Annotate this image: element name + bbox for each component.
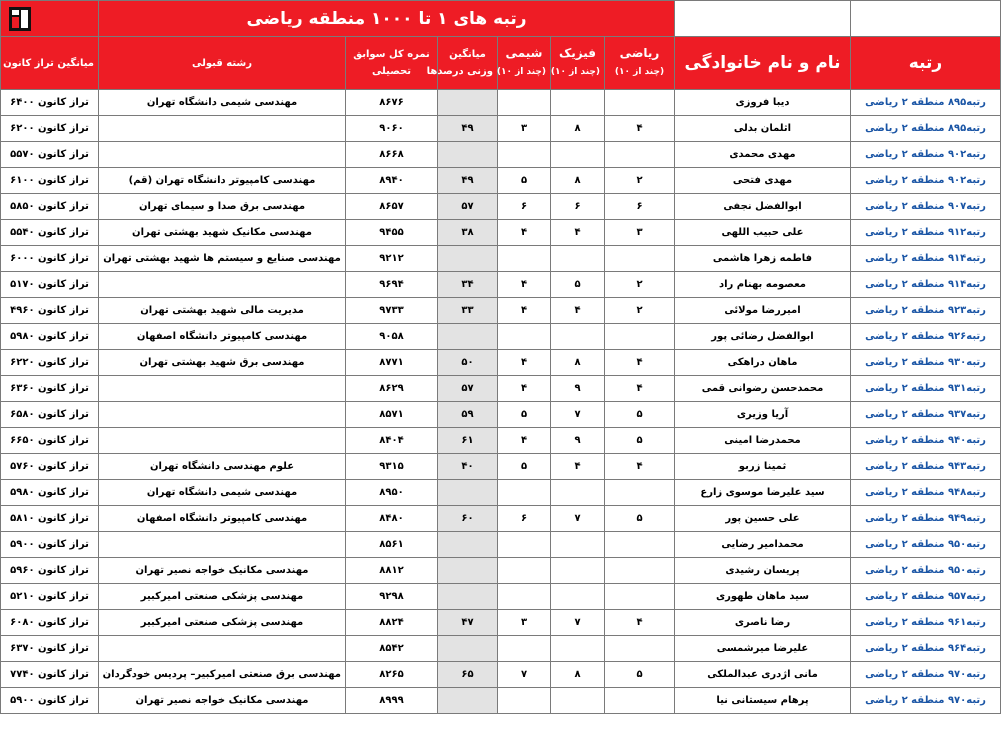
cell-physics — [551, 324, 605, 350]
cell-rank: رتبه۹۱۴ منطقه ۲ ریاضی — [851, 246, 1001, 272]
cell-major — [99, 532, 346, 558]
cell-score: ۹۶۹۴ — [346, 272, 438, 298]
cell-score: ۸۵۴۲ — [346, 636, 438, 662]
cell-avg: ۴۷ — [438, 610, 498, 636]
cell-physics: ۴ — [551, 298, 605, 324]
cell-name: علیرضا میرشمسی — [675, 636, 851, 662]
cell-name: محمدامیر رضایی — [675, 532, 851, 558]
cell-physics — [551, 480, 605, 506]
cell-rank: رتبه۹۷۰ منطقه ۲ ریاضی — [851, 662, 1001, 688]
cell-taraz: تراز کانون ۵۸۱۰ — [1, 506, 99, 532]
cell-score: ۹۲۱۲ — [346, 246, 438, 272]
cell-score: ۸۹۵۰ — [346, 480, 438, 506]
cell-rank: رتبه۹۰۷ منطقه ۲ ریاضی — [851, 194, 1001, 220]
cell-name: محمدحسن رضوانی قمی — [675, 376, 851, 402]
cell-avg: ۶۰ — [438, 506, 498, 532]
cell-major: مهندسی شیمی دانشگاه تهران — [99, 90, 346, 116]
cell-chem — [498, 324, 551, 350]
cell-taraz: تراز کانون ۶۳۷۰ — [1, 636, 99, 662]
cell-taraz: تراز کانون ۶۲۰۰ — [1, 116, 99, 142]
title-row — [1, 1, 1001, 37]
cell-physics — [551, 558, 605, 584]
cell-math: ۵ — [605, 662, 675, 688]
cell-physics — [551, 142, 605, 168]
cell-chem: ۴ — [498, 428, 551, 454]
cell-score: ۸۴۰۴ — [346, 428, 438, 454]
cell-physics: ۸ — [551, 662, 605, 688]
cell-rank: رتبه۸۹۵ منطقه ۲ ریاضی — [851, 116, 1001, 142]
cell-physics: ۸ — [551, 168, 605, 194]
cell-score: ۸۲۶۵ — [346, 662, 438, 688]
cell-math: ۲ — [605, 272, 675, 298]
cell-major: علوم مهندسی دانشگاه تهران — [99, 454, 346, 480]
table-row — [1, 402, 1001, 428]
cell-avg — [438, 584, 498, 610]
cell-rank: رتبه۹۴۳ منطقه ۲ ریاضی — [851, 454, 1001, 480]
cell-rank: رتبه۹۱۴ منطقه ۲ ریاضی — [851, 272, 1001, 298]
cell-math: ۵ — [605, 506, 675, 532]
cell-rank: رتبه۹۷۰ منطقه ۲ ریاضی — [851, 688, 1001, 714]
cell-taraz: تراز کانون ۶۰۰۰ — [1, 246, 99, 272]
title-blank-1 — [675, 1, 851, 37]
cell-taraz: تراز کانون ۵۹۶۰ — [1, 558, 99, 584]
table-row — [1, 168, 1001, 194]
cell-chem: ۴ — [498, 298, 551, 324]
cell-score: ۸۵۷۱ — [346, 402, 438, 428]
cell-taraz: تراز کانون ۵۸۵۰ — [1, 194, 99, 220]
cell-rank: رتبه۹۲۶ منطقه ۲ ریاضی — [851, 324, 1001, 350]
cell-taraz: تراز کانون ۵۹۸۰ — [1, 324, 99, 350]
cell-name: اثلمان بدلی — [675, 116, 851, 142]
table-row — [1, 610, 1001, 636]
cell-rank: رتبه۹۵۰ منطقه ۲ ریاضی — [851, 558, 1001, 584]
cell-avg: ۳۸ — [438, 220, 498, 246]
cell-taraz: تراز کانون ۵۷۶۰ — [1, 454, 99, 480]
table-row — [1, 428, 1001, 454]
cell-chem: ۶ — [498, 194, 551, 220]
col-major: رشته قبولی — [99, 37, 346, 90]
cell-major: مهندسی صنایع و سیستم ها شهید بهشتی تهران — [99, 246, 346, 272]
cell-rank: رتبه۸۹۵ منطقه ۲ ریاضی — [851, 90, 1001, 116]
cell-major: مهندسی برق شهید بهشتی تهران — [99, 350, 346, 376]
cell-name: پریسان رشیدی — [675, 558, 851, 584]
cell-physics: ۷ — [551, 506, 605, 532]
cell-math: ۲ — [605, 298, 675, 324]
cell-chem: ۴ — [498, 350, 551, 376]
cell-chem: ۶ — [498, 506, 551, 532]
cell-name: معصومه بهنام راد — [675, 272, 851, 298]
cell-score: ۸۷۷۱ — [346, 350, 438, 376]
cell-math — [605, 636, 675, 662]
cell-rank: رتبه۹۶۱ منطقه ۲ ریاضی — [851, 610, 1001, 636]
cell-major: مهندسی پزشکی صنعتی امیرکبیر — [99, 610, 346, 636]
cell-avg: ۵۷ — [438, 194, 498, 220]
cell-major — [99, 636, 346, 662]
cell-avg — [438, 558, 498, 584]
cell-taraz: تراز کانون ۷۷۴۰ — [1, 662, 99, 688]
col-chem: شیمی (چند از ۱۰) — [498, 37, 551, 90]
table-row — [1, 220, 1001, 246]
cell-math — [605, 688, 675, 714]
table-row — [1, 584, 1001, 610]
cell-avg — [438, 90, 498, 116]
cell-math: ۴ — [605, 610, 675, 636]
cell-rank: رتبه۹۱۲ منطقه ۲ ریاضی — [851, 220, 1001, 246]
cell-score: ۹۰۵۸ — [346, 324, 438, 350]
cell-physics — [551, 90, 605, 116]
cell-physics: ۸ — [551, 116, 605, 142]
cell-chem: ۵ — [498, 402, 551, 428]
cell-avg: ۵۰ — [438, 350, 498, 376]
cell-score: ۹۳۱۵ — [346, 454, 438, 480]
cell-major — [99, 142, 346, 168]
cell-chem: ۳ — [498, 610, 551, 636]
table-row — [1, 350, 1001, 376]
cell-chem — [498, 532, 551, 558]
cell-taraz: تراز کانون ۵۹۰۰ — [1, 532, 99, 558]
logo-cell — [1, 1, 99, 37]
cell-rank: رتبه۹۰۲ منطقه ۲ ریاضی — [851, 142, 1001, 168]
cell-name: پرهام سیستانی نیا — [675, 688, 851, 714]
cell-major: مهندسی مکانیک خواجه نصیر تهران — [99, 558, 346, 584]
cell-major — [99, 428, 346, 454]
cell-math: ۵ — [605, 402, 675, 428]
cell-physics: ۴ — [551, 220, 605, 246]
cell-chem — [498, 688, 551, 714]
cell-score: ۸۵۶۱ — [346, 532, 438, 558]
cell-taraz: تراز کانون ۵۵۴۰ — [1, 220, 99, 246]
cell-taraz: تراز کانون ۶۱۰۰ — [1, 168, 99, 194]
cell-score: ۸۹۴۰ — [346, 168, 438, 194]
cell-score: ۹۲۹۸ — [346, 584, 438, 610]
cell-chem — [498, 558, 551, 584]
cell-score: ۸۶۲۹ — [346, 376, 438, 402]
cell-avg: ۵۷ — [438, 376, 498, 402]
cell-rank: رتبه۹۵۰ منطقه ۲ ریاضی — [851, 532, 1001, 558]
table-row — [1, 662, 1001, 688]
cell-avg — [438, 480, 498, 506]
cell-name: دیبا فروزی — [675, 90, 851, 116]
cell-taraz: تراز کانون ۶۲۲۰ — [1, 350, 99, 376]
cell-math — [605, 142, 675, 168]
table-row — [1, 454, 1001, 480]
cell-avg — [438, 688, 498, 714]
cell-physics: ۹ — [551, 376, 605, 402]
cell-score: ۸۹۹۹ — [346, 688, 438, 714]
cell-math — [605, 532, 675, 558]
cell-name: سید علیرضا موسوی زارع — [675, 480, 851, 506]
table-row — [1, 116, 1001, 142]
cell-physics: ۹ — [551, 428, 605, 454]
cell-rank: رتبه۹۴۹ منطقه ۲ ریاضی — [851, 506, 1001, 532]
cell-physics: ۷ — [551, 402, 605, 428]
cell-rank: رتبه۹۳۰ منطقه ۲ ریاضی — [851, 350, 1001, 376]
cell-score: ۸۴۸۰ — [346, 506, 438, 532]
cell-name: مهدی محمدی — [675, 142, 851, 168]
cell-taraz: تراز کانون ۴۹۶۰ — [1, 298, 99, 324]
cell-math: ۴ — [605, 116, 675, 142]
cell-avg: ۶۵ — [438, 662, 498, 688]
cell-rank: رتبه۹۳۱ منطقه ۲ ریاضی — [851, 376, 1001, 402]
col-name: نام و نام خانوادگی — [675, 37, 851, 90]
cell-name: محمدرضا امینی — [675, 428, 851, 454]
cell-score: ۹۷۳۳ — [346, 298, 438, 324]
col-rank: رتبه — [851, 37, 1001, 90]
cell-chem — [498, 636, 551, 662]
cell-physics: ۵ — [551, 272, 605, 298]
cell-name: ابوالفضل نجفی — [675, 194, 851, 220]
cell-major: مهندسی شیمی دانشگاه تهران — [99, 480, 346, 506]
cell-name: مهدی فتحی — [675, 168, 851, 194]
cell-math — [605, 324, 675, 350]
cell-major: مهندسی کامپیوتر دانشگاه اصفهان — [99, 324, 346, 350]
cell-chem — [498, 480, 551, 506]
cell-score: ۸۸۱۲ — [346, 558, 438, 584]
header-row — [1, 37, 1001, 90]
cell-chem: ۳ — [498, 116, 551, 142]
cell-math: ۴ — [605, 350, 675, 376]
table-row — [1, 194, 1001, 220]
cell-score: ۸۶۶۸ — [346, 142, 438, 168]
table-row — [1, 142, 1001, 168]
title-blank-2 — [851, 1, 1001, 37]
cell-rank: رتبه۹۵۷ منطقه ۲ ریاضی — [851, 584, 1001, 610]
cell-chem — [498, 584, 551, 610]
table-row — [1, 688, 1001, 714]
cell-major: مهندسی پزشکی صنعتی امیرکبیر — [99, 584, 346, 610]
cell-score: ۹۰۶۰ — [346, 116, 438, 142]
table-row — [1, 324, 1001, 350]
cell-major: مهندسی مکانیک شهید بهشتی تهران — [99, 220, 346, 246]
cell-major — [99, 402, 346, 428]
cell-physics — [551, 688, 605, 714]
cell-chem: ۵ — [498, 168, 551, 194]
col-score: نمره کل سوابق تحصیلی — [346, 37, 438, 90]
table-row — [1, 246, 1001, 272]
cell-taraz: تراز کانون ۶۳۶۰ — [1, 376, 99, 402]
cell-major: مهندسی برق صنعتی امیرکبیر– پردیس خودگردان — [99, 662, 346, 688]
cell-chem: ۴ — [498, 220, 551, 246]
table-row — [1, 376, 1001, 402]
cell-major — [99, 376, 346, 402]
cell-chem — [498, 90, 551, 116]
table-row — [1, 532, 1001, 558]
table-row — [1, 506, 1001, 532]
page-title: رتبه های ۱ تا ۱۰۰۰ منطقه ریاضی — [99, 1, 675, 37]
cell-avg — [438, 636, 498, 662]
cell-score: ۸۶۵۷ — [346, 194, 438, 220]
col-taraz: میانگین تراز کانون — [1, 37, 99, 90]
cell-taraz: تراز کانون ۶۵۸۰ — [1, 402, 99, 428]
cell-math: ۶ — [605, 194, 675, 220]
cell-major: مهندسی برق صدا و سیمای تهران — [99, 194, 346, 220]
cell-physics — [551, 636, 605, 662]
cell-math: ۴ — [605, 454, 675, 480]
cell-physics: ۷ — [551, 610, 605, 636]
cell-taraz: تراز کانون ۶۶۵۰ — [1, 428, 99, 454]
cell-score: ۸۶۷۶ — [346, 90, 438, 116]
cell-chem — [498, 246, 551, 272]
cell-avg: ۳۳ — [438, 298, 498, 324]
cell-taraz: تراز کانون ۵۹۰۰ — [1, 688, 99, 714]
cell-name: رضا ناصری — [675, 610, 851, 636]
cell-score: ۸۸۲۴ — [346, 610, 438, 636]
cell-avg — [438, 324, 498, 350]
cell-taraz: تراز کانون ۶۴۰۰ — [1, 90, 99, 116]
cell-math — [605, 584, 675, 610]
cell-math — [605, 90, 675, 116]
cell-name: فاطمه زهرا هاشمی — [675, 246, 851, 272]
cell-avg: ۶۱ — [438, 428, 498, 454]
cell-avg: ۳۴ — [438, 272, 498, 298]
table-row — [1, 298, 1001, 324]
cell-name: ثمینا زربو — [675, 454, 851, 480]
cell-chem — [498, 142, 551, 168]
cell-rank: رتبه۹۳۷ منطقه ۲ ریاضی — [851, 402, 1001, 428]
cell-avg: ۴۹ — [438, 168, 498, 194]
cell-taraz: تراز کانون ۵۵۷۰ — [1, 142, 99, 168]
table-row — [1, 272, 1001, 298]
table-row — [1, 480, 1001, 506]
col-physics: فیزیک (چند از ۱۰) — [551, 37, 605, 90]
cell-avg: ۴۹ — [438, 116, 498, 142]
cell-name: آریا وزیری — [675, 402, 851, 428]
cell-rank: رتبه۹۶۴ منطقه ۲ ریاضی — [851, 636, 1001, 662]
cell-rank: رتبه۹۴۸ منطقه ۲ ریاضی — [851, 480, 1001, 506]
cell-major: مهندسی مکانیک خواجه نصیر تهران — [99, 688, 346, 714]
cell-taraz: تراز کانون ۶۰۸۰ — [1, 610, 99, 636]
cell-chem: ۴ — [498, 376, 551, 402]
col-math: ریاضی (چند از ۱۰) — [605, 37, 675, 90]
cell-math: ۳ — [605, 220, 675, 246]
cell-taraz: تراز کانون ۵۹۸۰ — [1, 480, 99, 506]
cell-name: مانی اژدری عبدالملکی — [675, 662, 851, 688]
cell-name: علی حبیب اللهی — [675, 220, 851, 246]
cell-math — [605, 246, 675, 272]
cell-math — [605, 558, 675, 584]
cell-physics: ۶ — [551, 194, 605, 220]
cell-major: مهندسی کامپیوتر دانشگاه اصفهان — [99, 506, 346, 532]
cell-physics — [551, 246, 605, 272]
cell-name: ماهان دراهکی — [675, 350, 851, 376]
cell-physics — [551, 584, 605, 610]
cell-physics: ۴ — [551, 454, 605, 480]
cell-math: ۵ — [605, 428, 675, 454]
cell-major: مدیریت مالی شهید بهشتی تهران — [99, 298, 346, 324]
cell-taraz: تراز کانون ۵۲۱۰ — [1, 584, 99, 610]
cell-score: ۹۴۵۵ — [346, 220, 438, 246]
cell-physics: ۸ — [551, 350, 605, 376]
cell-math: ۴ — [605, 376, 675, 402]
cell-name: ابوالفضل رضائی پور — [675, 324, 851, 350]
cell-avg — [438, 142, 498, 168]
table-row — [1, 558, 1001, 584]
cell-name: امیررضا مولائی — [675, 298, 851, 324]
table-row — [1, 636, 1001, 662]
col-avg: میانگین وزنی درصدها — [438, 37, 498, 90]
cell-major: مهندسی کامپیوتر دانشگاه تهران (قم) — [99, 168, 346, 194]
cell-avg: ۴۰ — [438, 454, 498, 480]
cell-avg — [438, 532, 498, 558]
cell-major — [99, 116, 346, 142]
cell-taraz: تراز کانون ۵۱۷۰ — [1, 272, 99, 298]
cell-name: سید ماهان طهوری — [675, 584, 851, 610]
cell-math: ۲ — [605, 168, 675, 194]
cell-math — [605, 480, 675, 506]
cell-avg: ۵۹ — [438, 402, 498, 428]
cell-major — [99, 272, 346, 298]
cell-chem: ۴ — [498, 272, 551, 298]
table-row — [1, 90, 1001, 116]
cell-physics — [551, 532, 605, 558]
cell-chem: ۷ — [498, 662, 551, 688]
cell-chem: ۵ — [498, 454, 551, 480]
cell-rank: رتبه۹۰۲ منطقه ۲ ریاضی — [851, 168, 1001, 194]
logo-icon — [9, 7, 31, 31]
cell-avg — [438, 246, 498, 272]
cell-rank: رتبه۹۲۳ منطقه ۲ ریاضی — [851, 298, 1001, 324]
cell-rank: رتبه۹۴۰ منطقه ۲ ریاضی — [851, 428, 1001, 454]
cell-name: علی حسین پور — [675, 506, 851, 532]
